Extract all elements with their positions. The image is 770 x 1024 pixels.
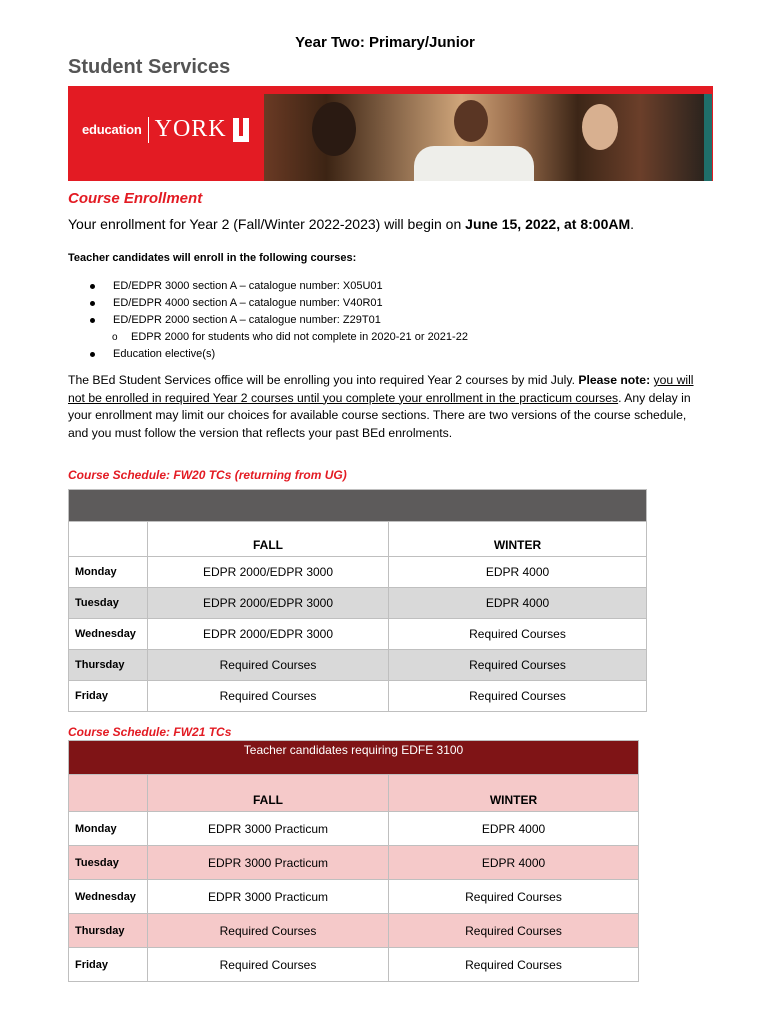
list-subitem: o EDPR 2000 for students who did not complete in 2020-21 or 2021-22 — [112, 331, 468, 343]
table-banner-row — [69, 741, 639, 775]
course-enrollment-heading: Course Enrollment — [68, 190, 203, 207]
york-education-banner — [68, 86, 713, 181]
table-banner-row — [69, 490, 647, 522]
courses-lead-text: Teacher candidates will enroll in the following courses: — [68, 252, 357, 264]
enrollment-start-text: Your enrollment for Year 2 (Fall/Winter 2022-2023) will begin on June 15, 2022, at 8:00AM. — [68, 216, 635, 232]
enrollment-note-paragraph: The BEd Student Services office will be enrolling you into required Year 2 courses by mid July. Please note: you will not be enrolled in required Year 2 courses until you complete your enrollment in the practicum courses. Any delay in your enrollment may limit our choices for available course sections. There are two versions of the course schedule, and you must follow the version that reflects your past BEd enrolments. — [68, 373, 694, 440]
york-u-logo-icon — [231, 118, 253, 142]
schedule-fw20-table — [68, 489, 647, 712]
table-row: Friday Required Courses Required Courses — [69, 948, 639, 982]
table-row: Wednesday EDPR 2000/EDPR 3000 Required Courses — [69, 619, 647, 650]
column-header-fall: FALL — [148, 522, 389, 557]
enrollment-start-date: June 15, 2022, at 8:00AM — [465, 216, 631, 232]
table-row: Friday Required Courses Required Courses — [69, 681, 647, 712]
table-header-row — [69, 775, 639, 812]
logo-divider — [148, 117, 149, 143]
table-row: Monday EDPR 3000 Practicum EDPR 4000 — [69, 812, 639, 846]
table-row: Tuesday EDPR 3000 Practicum EDPR 4000 — [69, 846, 639, 880]
york-education-logo — [82, 116, 253, 143]
logo-york-text: YORK — [154, 116, 227, 142]
logo-education-text: education — [82, 122, 142, 137]
table-header-row — [69, 522, 647, 557]
column-header-winter: WINTER — [389, 775, 639, 812]
course-list — [68, 278, 468, 363]
document-title: Year Two: Primary/Junior — [295, 34, 475, 51]
list-item: ED/EDPR 3000 section A – catalogue number: X05U01 — [68, 278, 468, 295]
column-header-fall: FALL — [148, 775, 389, 812]
schedule-fw20-title: Course Schedule: FW20 TCs (returning from UG) — [68, 468, 347, 482]
section-title: Student Services — [68, 56, 231, 78]
table-row: Monday EDPR 2000/EDPR 3000 EDPR 4000 — [69, 557, 647, 588]
list-item: ED/EDPR 2000 section A – catalogue number: Z29T01 — [68, 312, 468, 329]
table-row: Wednesday EDPR 3000 Practicum Required Courses — [69, 880, 639, 914]
table-row: Tuesday EDPR 2000/EDPR 3000 EDPR 4000 — [69, 588, 647, 619]
table-row: Thursday Required Courses Required Courses — [69, 650, 647, 681]
schedule-fw21-table — [68, 740, 639, 982]
schedule-fw21-title: Course Schedule: FW21 TCs — [68, 725, 232, 739]
students-photo — [264, 94, 712, 181]
list-item: ED/EDPR 4000 section A – catalogue number: V40R01 — [68, 295, 468, 312]
table-row: Thursday Required Courses Required Courses — [69, 914, 639, 948]
column-header-winter: WINTER — [389, 522, 647, 557]
table-banner-text: Teacher candidates requiring EDFE 3100 — [69, 741, 639, 775]
list-item: Education elective(s) — [68, 346, 468, 363]
